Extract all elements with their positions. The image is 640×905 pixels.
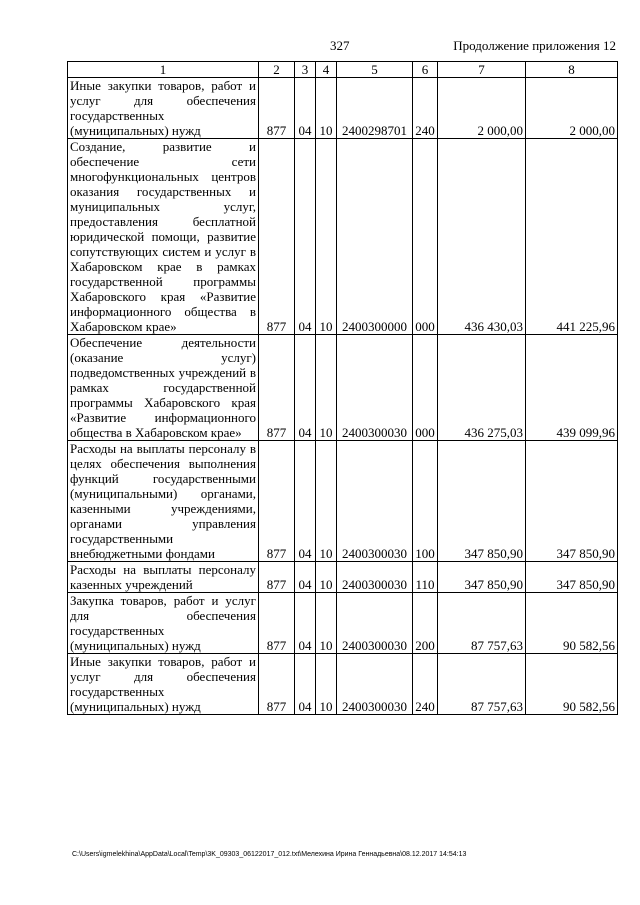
table-row [68, 335, 618, 441]
row-name: Расходы на выплаты персоналу в целях обеспечения выполнения функций государственными (муниципальными) органами, казенными учреждениями, органами управления государственными внебюджетными фондами [68, 441, 259, 562]
column-header: 7 [438, 62, 526, 78]
expense-type-code: 000 [413, 335, 438, 441]
amount-col7: 347 850,90 [438, 562, 526, 593]
subsection-code: 10 [316, 139, 337, 335]
subsection-code: 10 [316, 593, 337, 654]
column-header: 3 [295, 62, 316, 78]
target-article-code: 2400300030 [337, 335, 413, 441]
amount-col7: 2 000,00 [438, 78, 526, 139]
table-row [68, 593, 618, 654]
target-article-code: 2400300030 [337, 593, 413, 654]
column-header: 4 [316, 62, 337, 78]
ministry-code: 877 [259, 78, 295, 139]
row-name: Иные закупки товаров, работ и услуг для обеспечения государственных (муниципальных) нужд [68, 654, 259, 715]
target-article-code: 2400300030 [337, 562, 413, 593]
page-number: 327 [330, 38, 350, 53]
section-code: 04 [295, 593, 316, 654]
column-header: 5 [337, 62, 413, 78]
column-header: 1 [68, 62, 259, 78]
appendix-label: Продолжение приложения 12 [453, 38, 616, 53]
row-name: Создание, развитие и обеспечение сети многофункциональных центров оказания государственных и муниципальных услуг, предоставления бесплатной юридической помощи, развитие сопутствующих систем и услуг в Хабаровском крае в рамках государственной программы Хабаровского края «Развитие информационного общества в Хабаровском крае» [68, 139, 259, 335]
ministry-code: 877 [259, 139, 295, 335]
row-name: Обеспечение деятельности (оказание услуг) подведомственных учреждений в рамках государственной программы Хабаровского края «Развитие информационного общества в Хабаровском крае» [68, 335, 259, 441]
expense-type-code: 110 [413, 562, 438, 593]
ministry-code: 877 [259, 654, 295, 715]
ministry-code: 877 [259, 441, 295, 562]
amount-col8: 347 850,90 [526, 562, 618, 593]
row-name: Иные закупки товаров, работ и услуг для обеспечения государственных (муниципальных) нужд [68, 78, 259, 139]
target-article-code: 2400300030 [337, 441, 413, 562]
subsection-code: 10 [316, 335, 337, 441]
budget-table [67, 61, 618, 715]
section-code: 04 [295, 441, 316, 562]
amount-col7: 87 757,63 [438, 654, 526, 715]
amount-col8: 2 000,00 [526, 78, 618, 139]
expense-type-code: 100 [413, 441, 438, 562]
section-code: 04 [295, 562, 316, 593]
amount-col7: 347 850,90 [438, 441, 526, 562]
amount-col8: 347 850,90 [526, 441, 618, 562]
table-header-row [68, 62, 618, 78]
section-code: 04 [295, 78, 316, 139]
column-header: 8 [526, 62, 618, 78]
column-header: 6 [413, 62, 438, 78]
ministry-code: 877 [259, 593, 295, 654]
amount-col7: 436 430,03 [438, 139, 526, 335]
expense-type-code: 000 [413, 139, 438, 335]
table-row [68, 441, 618, 562]
table-row [68, 562, 618, 593]
table-row [68, 139, 618, 335]
row-name: Расходы на выплаты персоналу казенных учреждений [68, 562, 259, 593]
subsection-code: 10 [316, 562, 337, 593]
amount-col8: 90 582,56 [526, 593, 618, 654]
amount-col7: 436 275,03 [438, 335, 526, 441]
subsection-code: 10 [316, 441, 337, 562]
expense-type-code: 200 [413, 593, 438, 654]
amount-col8: 90 582,56 [526, 654, 618, 715]
table-row [68, 78, 618, 139]
amount-col8: 441 225,96 [526, 139, 618, 335]
section-code: 04 [295, 654, 316, 715]
amount-col8: 439 099,96 [526, 335, 618, 441]
amount-col7: 87 757,63 [438, 593, 526, 654]
subsection-code: 10 [316, 78, 337, 139]
target-article-code: 2400300030 [337, 654, 413, 715]
section-code: 04 [295, 139, 316, 335]
subsection-code: 10 [316, 654, 337, 715]
table-row [68, 654, 618, 715]
ministry-code: 877 [259, 335, 295, 441]
target-article-code: 2400300000 [337, 139, 413, 335]
target-article-code: 2400298701 [337, 78, 413, 139]
footer-file-path: C:\Users\igmelekhina\AppData\Local\Temp\3K_09303_06122017_012.txt\Мелехина Ирина Геннадьевна\08.12.2017 14:54:13 [72, 851, 467, 858]
column-header: 2 [259, 62, 295, 78]
section-code: 04 [295, 335, 316, 441]
row-name: Закупка товаров, работ и услуг для обеспечения государственных (муниципальных) нужд [68, 593, 259, 654]
expense-type-code: 240 [413, 78, 438, 139]
expense-type-code: 240 [413, 654, 438, 715]
ministry-code: 877 [259, 562, 295, 593]
